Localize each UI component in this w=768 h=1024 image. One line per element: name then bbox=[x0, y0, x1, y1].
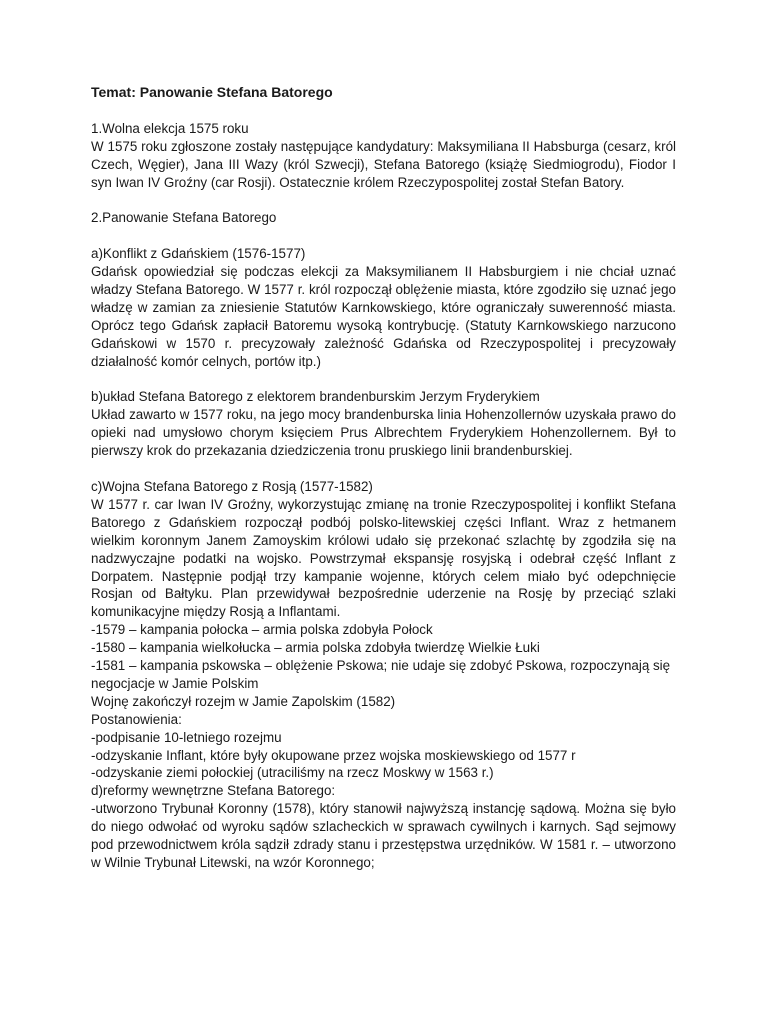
list-item: -odzyskanie Inflant, które były okupowane przez wojska moskiewskiego od 1577 r bbox=[91, 747, 576, 763]
list-item: -1580 – kampania wielkołucka – armia polska zdobyła twierdzę Wielkie Łuki bbox=[91, 640, 540, 656]
section-brandenburg bbox=[91, 388, 676, 460]
section-gdansk bbox=[91, 245, 676, 370]
section-heading: a)Konflikt z Gdańskiem (1576-1577) bbox=[91, 246, 306, 262]
section-text: Układ zawarto w 1577 roku, na jego mocy brandenburska linia Hohenzollernów uzyskała prawo do opieki nad umysłowo chorym księciem Prus Albrechtem Fryderykiem Hohenzollernem. Był to pierwszy krok do przekazania dziedziczenia tronu pruskiego linii brandenburskiej. bbox=[91, 407, 676, 459]
section-russia-war bbox=[91, 478, 676, 782]
section-text: W 1577 r. car Iwan IV Groźny, wykorzystując zmianę na tronie Rzeczypospolitej i konflikt Stefana Batorego z Gdańskiem rozpoczął podbój polsko-litewskiej części Inflant. Wraz z hetmanem wielkim koronnym Janem Zamoyskim królowi udało się przekonać szlachtę by zgodziła się na nadzwyczajne podatki na wojsko. Powstrzymał ekspansję rosyjską i odebrał część Inflant z Dorpatem. Następnie podjął trzy kampanie wojenne, których celem miało być odepchnięcie Rosjan od Bałtyku. Plan przewidywał bezpośrednie uderzenie na Rosję by przeciąć szlaki komunikacyjne między Rosją a Inflantami. bbox=[91, 496, 676, 620]
document-page bbox=[91, 84, 676, 872]
section-text: Gdańsk opowiedział się podczas elekcji za Maksymilianem II Habsburgiem i nie chciał uznać władzy Stefana Batorego. W 1577 r. król rozpoczął oblężenie miasta, które zgodziło się uznać jego władzę w zamian za zniesienie Statutów Karnkowskiego, które ograniczały suwerenność miasta. Oprócz tego Gdańsk zapłacił Batoremu wysoką kontrybucję. (Statuty Karnkowskiego narzucono Gdańskowi w 1570 r. precyzowały zależność Gdańska od Rzeczypospolitej i precyzowały działalność komór celnych, portów itp.) bbox=[91, 264, 676, 369]
section-text: -utworzono Trybunał Koronny (1578), który stanowił najwyższą instancję sądową. Można się było do niego odwołać od wyroku sądów szlacheckich w sprawach cywilnych i karnych. Sąd sejmowy pod przewodnictwem króla sądził zdrady stanu i przestępstwa urzędników. W 1581 r. – utworzono w Wilnie Trybunał Litewski, na wzór Koronnego; bbox=[91, 801, 676, 870]
document-title: Temat: Panowanie Stefana Batorego bbox=[91, 84, 333, 100]
list-item: -1581 – kampania pskowska – oblężenie Pskowa; nie udaje się zdobyć Pskowa, rozpoczynają się negocjacje w Jamie Polskim bbox=[91, 658, 671, 691]
provisions-label: Postanowienia: bbox=[91, 711, 182, 727]
section-election bbox=[91, 120, 676, 192]
provisions-list bbox=[91, 729, 676, 783]
list-item: -odzyskanie ziemi połockiej (utraciliśmy na rzecz Moskwy w 1563 r.) bbox=[91, 765, 494, 781]
section-heading: d)reformy wewnętrzne Stefana Batorego: bbox=[91, 783, 336, 799]
section-heading: 2.Panowanie Stefana Batorego bbox=[91, 210, 277, 226]
list-item: -podpisanie 10-letniego rozejmu bbox=[91, 729, 282, 745]
section-reforms bbox=[91, 782, 676, 872]
section-reign bbox=[91, 209, 676, 227]
campaign-list bbox=[91, 621, 676, 693]
section-heading: b)układ Stefana Batorego z elektorem brandenburskim Jerzym Fryderykiem bbox=[91, 389, 540, 405]
list-item: -1579 – kampania połocka – armia polska zdobyła Połock bbox=[91, 622, 433, 638]
section-heading: 1.Wolna elekcja 1575 roku bbox=[91, 120, 249, 136]
section-heading: c)Wojna Stefana Batorego z Rosją (1577-1582) bbox=[91, 478, 373, 494]
section-text: W 1575 roku zgłoszone zostały następujące kandydatury: Maksymiliana II Habsburga (cesarz, król Czech, Węgier), Jana III Wazy (król Szwecji), Stefana Batorego (książę Siedmiogrodu), Fiodor I syn Iwan IV Groźny (car Rosji). Ostatecznie królem Rzeczypospolitej został Stefan Batory. bbox=[91, 138, 676, 190]
war-end-text: Wojnę zakończył rozejm w Jamie Zapolskim (1582) bbox=[91, 693, 396, 709]
